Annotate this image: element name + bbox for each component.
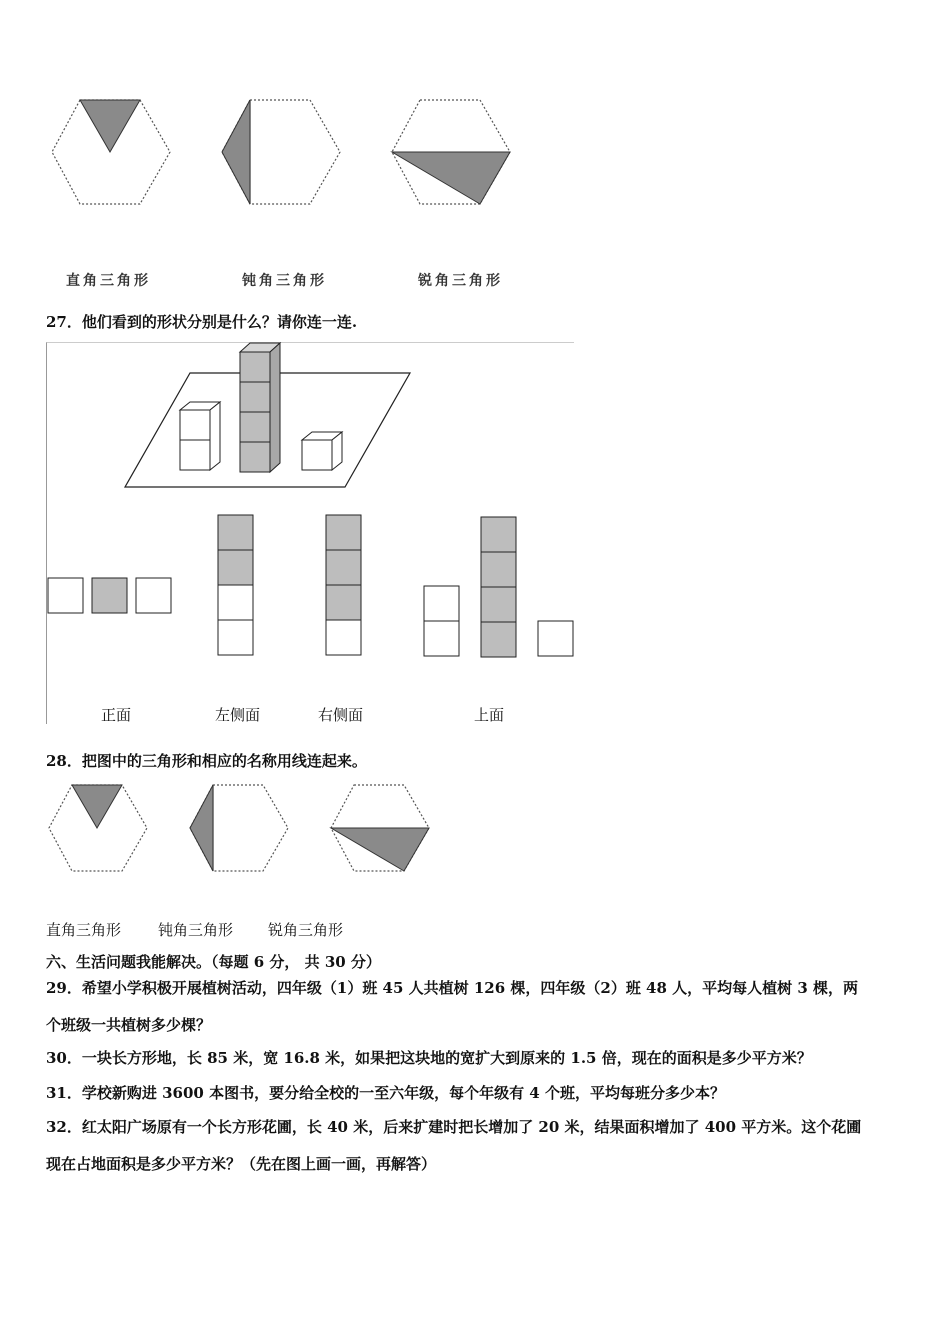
q30-text: 30．一块长方形地，长 85 米，宽 16.8 米，如果把这块地的宽扩大到原来的 1.5 倍，现在的面积是多少平方米？ <box>46 1049 812 1067</box>
q27-view-right <box>325 514 365 659</box>
q27-label-top: 上面 <box>474 706 505 724</box>
q28-label-acute: 锐角三角形 <box>268 921 344 939</box>
q27-view-left <box>217 514 257 659</box>
q31-text: 31．学校新购进 3600 本图书，要分给全校的一至六年级，每个年级有 4 个班，平均每班分多少本？ <box>46 1084 725 1102</box>
q26-label-acute: 锐角三角形 <box>418 273 503 289</box>
q27-label-left: 左侧面 <box>215 706 261 724</box>
q28-hexagon-2 <box>188 783 293 875</box>
q32-line2: 现在占地面积是多少平方米？（先在图上画一画，再解答） <box>46 1155 437 1173</box>
q32-line1: 32．红太阳广场原有一个长方形花圃，长 40 米，后来扩建时把长增加了 20 米，结果面积增加了 400 平方米。这个花圃 <box>46 1118 862 1136</box>
q26-hexagon-3 <box>390 98 515 208</box>
q28-label-right: 直角三角形 <box>46 921 122 939</box>
q26-label-right: 直角三角形 <box>66 273 151 289</box>
q27-cube-scene <box>120 340 420 490</box>
q28-hexagon-1 <box>47 783 152 875</box>
q28-hexagon-3 <box>329 783 434 875</box>
q29-line1: 29．希望小学积极开展植树活动，四年级（1）班 45 人共植树 126 棵，四年级（2）班 48 人，平均每人植树 3 棵，两 <box>46 979 859 997</box>
section6-heading: 六、生活问题我能解决。（每题 6 分， 共 30 分） <box>46 953 381 971</box>
q27-view-top <box>422 516 577 661</box>
q26-hexagon-1 <box>50 98 175 208</box>
q27-view-front <box>46 576 176 616</box>
q28-label-obtuse: 钝角三角形 <box>158 921 234 939</box>
q27-label-front: 正面 <box>101 706 132 724</box>
q27-title: 27．他们看到的形状分别是什么？请你连一连. <box>46 313 358 331</box>
q26-hexagon-2 <box>220 98 345 208</box>
q29-line2: 个班级一共植树多少棵？ <box>46 1016 212 1034</box>
q26-label-obtuse: 钝角三角形 <box>242 273 327 289</box>
q28-title: 28．把图中的三角形和相应的名称用线连起来。 <box>46 752 367 770</box>
q27-label-right: 右侧面 <box>318 706 364 724</box>
